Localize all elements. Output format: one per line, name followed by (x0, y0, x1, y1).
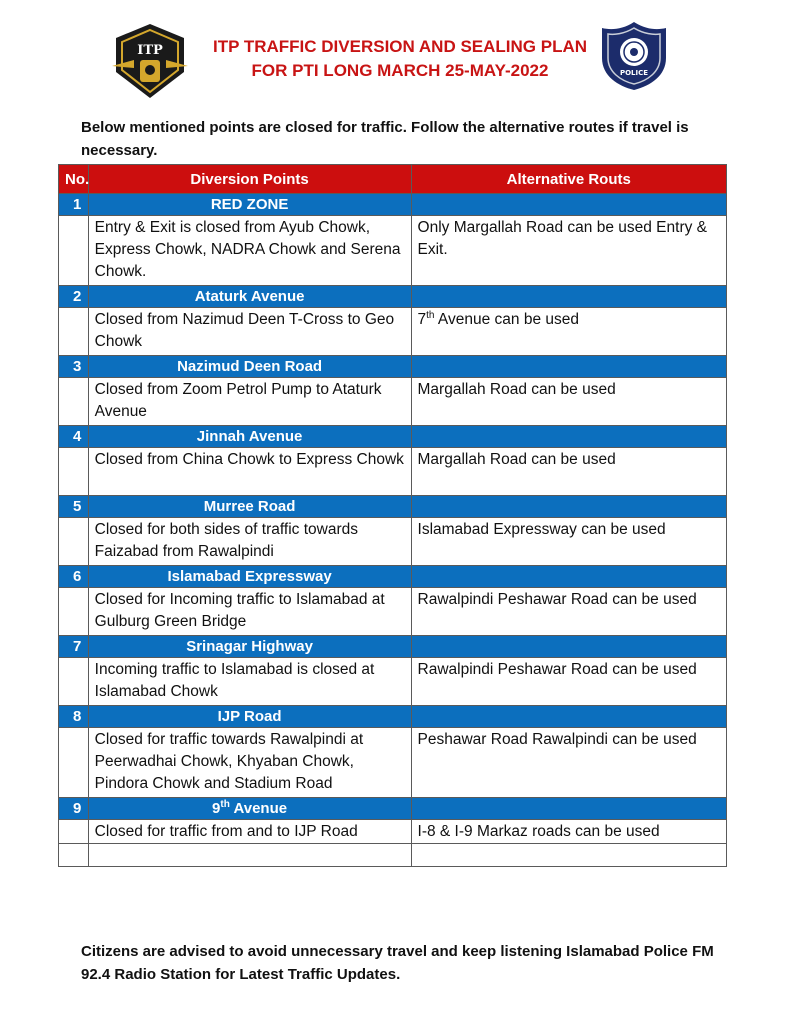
section-name: Islamabad Expressway (88, 566, 411, 588)
svg-text:POLICE: POLICE (619, 69, 649, 77)
page-title (200, 35, 600, 83)
title-line-2: FOR PTI LONG MARCH 25-MAY-2022 (251, 61, 549, 80)
row-blank-cell (59, 728, 89, 798)
section-name: Ataturk Avenue (88, 286, 411, 308)
row-blank-cell (59, 448, 89, 496)
alternative-cell (411, 308, 726, 356)
section-row (59, 706, 727, 728)
row-blank-cell (59, 820, 89, 844)
diversion-cell: Closed from Zoom Petrol Pump to Ataturk Avenue (88, 378, 411, 426)
alternative-text: Avenue can be used (434, 311, 579, 328)
blank-row (59, 844, 727, 867)
row-blank-cell (59, 308, 89, 356)
alternative-cell: Rawalpindi Peshawar Road can be used (411, 658, 726, 706)
row-blank-cell (59, 378, 89, 426)
blank-cell (411, 844, 726, 867)
alternative-cell: Rawalpindi Peshawar Road can be used (411, 588, 726, 636)
table-row (59, 308, 727, 356)
section-blank-cell (411, 706, 726, 728)
section-blank-cell (411, 496, 726, 518)
section-name: RED ZONE (88, 194, 411, 216)
section-name-prefix: 9 (212, 800, 221, 817)
diversion-cell: Closed from Nazimud Deen T-Cross to Geo Chowk (88, 308, 411, 356)
section-row (59, 636, 727, 658)
diversion-cell: Closed from China Chowk to Express Chowk (88, 448, 411, 496)
table-row (59, 820, 727, 844)
table-row (59, 658, 727, 706)
header-alternative-routes: Alternative Routs (411, 165, 726, 194)
alternative-cell: I-8 & I-9 Markaz roads can be used (411, 820, 726, 844)
section-blank-cell (411, 636, 726, 658)
table-row (59, 378, 727, 426)
alternative-cell: Peshawar Road Rawalpindi can be used (411, 728, 726, 798)
section-name: Jinnah Avenue (88, 426, 411, 448)
section-name: Srinagar Highway (88, 636, 411, 658)
table-row (59, 518, 727, 566)
section-number: 8 (59, 706, 89, 728)
alternative-cell: Margallah Road can be used (411, 448, 726, 496)
diversion-cell: Closed for traffic from and to IJP Road (88, 820, 411, 844)
intro-text: Below mentioned points are closed for traffic. Follow the alternative routes if travel is necessary. (81, 119, 689, 159)
section-row (59, 496, 727, 518)
section-number: 3 (59, 356, 89, 378)
islamabad-police-badge-icon (600, 20, 668, 92)
section-row (59, 194, 727, 216)
alternative-cell: Only Margallah Road can be used Entry & Exit. (411, 216, 726, 286)
alternative-cell: Islamabad Expressway can be used (411, 518, 726, 566)
section-name: Murree Road (88, 496, 411, 518)
section-number: 9 (59, 798, 89, 820)
table-header-row (59, 165, 727, 194)
table-row (59, 216, 727, 286)
diversion-cell: Closed for traffic towards Rawalpindi at Peerwadhai Chowk, Khyaban Chowk, Pindora Chowk and Stadium Road (88, 728, 411, 798)
blank-cell (59, 844, 89, 867)
header-diversion-points: Diversion Points (88, 165, 411, 194)
diversion-table (58, 164, 727, 867)
section-row (59, 426, 727, 448)
section-row (59, 566, 727, 588)
section-number: 7 (59, 636, 89, 658)
section-blank-cell (411, 286, 726, 308)
header-no: No. (59, 165, 89, 194)
document-header (0, 0, 791, 110)
section-blank-cell (411, 426, 726, 448)
section-row (59, 798, 727, 820)
section-name-text: Avenue (229, 800, 288, 817)
table-row (59, 728, 727, 798)
table-row (59, 588, 727, 636)
blank-cell (88, 844, 411, 867)
section-name: Nazimud Deen Road (88, 356, 411, 378)
table-row (59, 448, 727, 496)
section-blank-cell (411, 194, 726, 216)
section-name-superscript: th (220, 799, 230, 810)
diversion-cell: Incoming traffic to Islamabad is closed at Islamabad Chowk (88, 658, 411, 706)
row-blank-cell (59, 518, 89, 566)
section-name (88, 798, 411, 820)
section-row (59, 356, 727, 378)
itp-logo-icon (110, 22, 190, 100)
section-number: 4 (59, 426, 89, 448)
section-row (59, 286, 727, 308)
svg-text:ITP: ITP (137, 43, 163, 58)
row-blank-cell (59, 658, 89, 706)
title-line-1: ITP TRAFFIC DIVERSION AND SEALING PLAN (212, 37, 588, 56)
section-blank-cell (411, 798, 726, 820)
diversion-cell: Closed for both sides of traffic towards Faizabad from Rawalpindi (88, 518, 411, 566)
section-number: 5 (59, 496, 89, 518)
section-blank-cell (411, 566, 726, 588)
footer-advisory: Citizens are advised to avoid unnecessary travel and keep listening Islamabad Police FM 92.4 Radio Station for Latest Traffic Updates. (81, 943, 714, 983)
section-number: 1 (59, 194, 89, 216)
row-blank-cell (59, 588, 89, 636)
diversion-cell: Closed for Incoming traffic to Islamabad at Gulburg Green Bridge (88, 588, 411, 636)
alternative-prefix: 7 (417, 311, 427, 328)
row-blank-cell (59, 216, 89, 286)
alternative-superscript: th (426, 309, 435, 321)
section-name: IJP Road (88, 706, 411, 728)
section-number: 2 (59, 286, 89, 308)
alternative-cell: Margallah Road can be used (411, 378, 726, 426)
diversion-cell: Entry & Exit is closed from Ayub Chowk, Express Chowk, NADRA Chowk and Serena Chowk. (88, 216, 411, 286)
section-blank-cell (411, 356, 726, 378)
section-number: 6 (59, 566, 89, 588)
